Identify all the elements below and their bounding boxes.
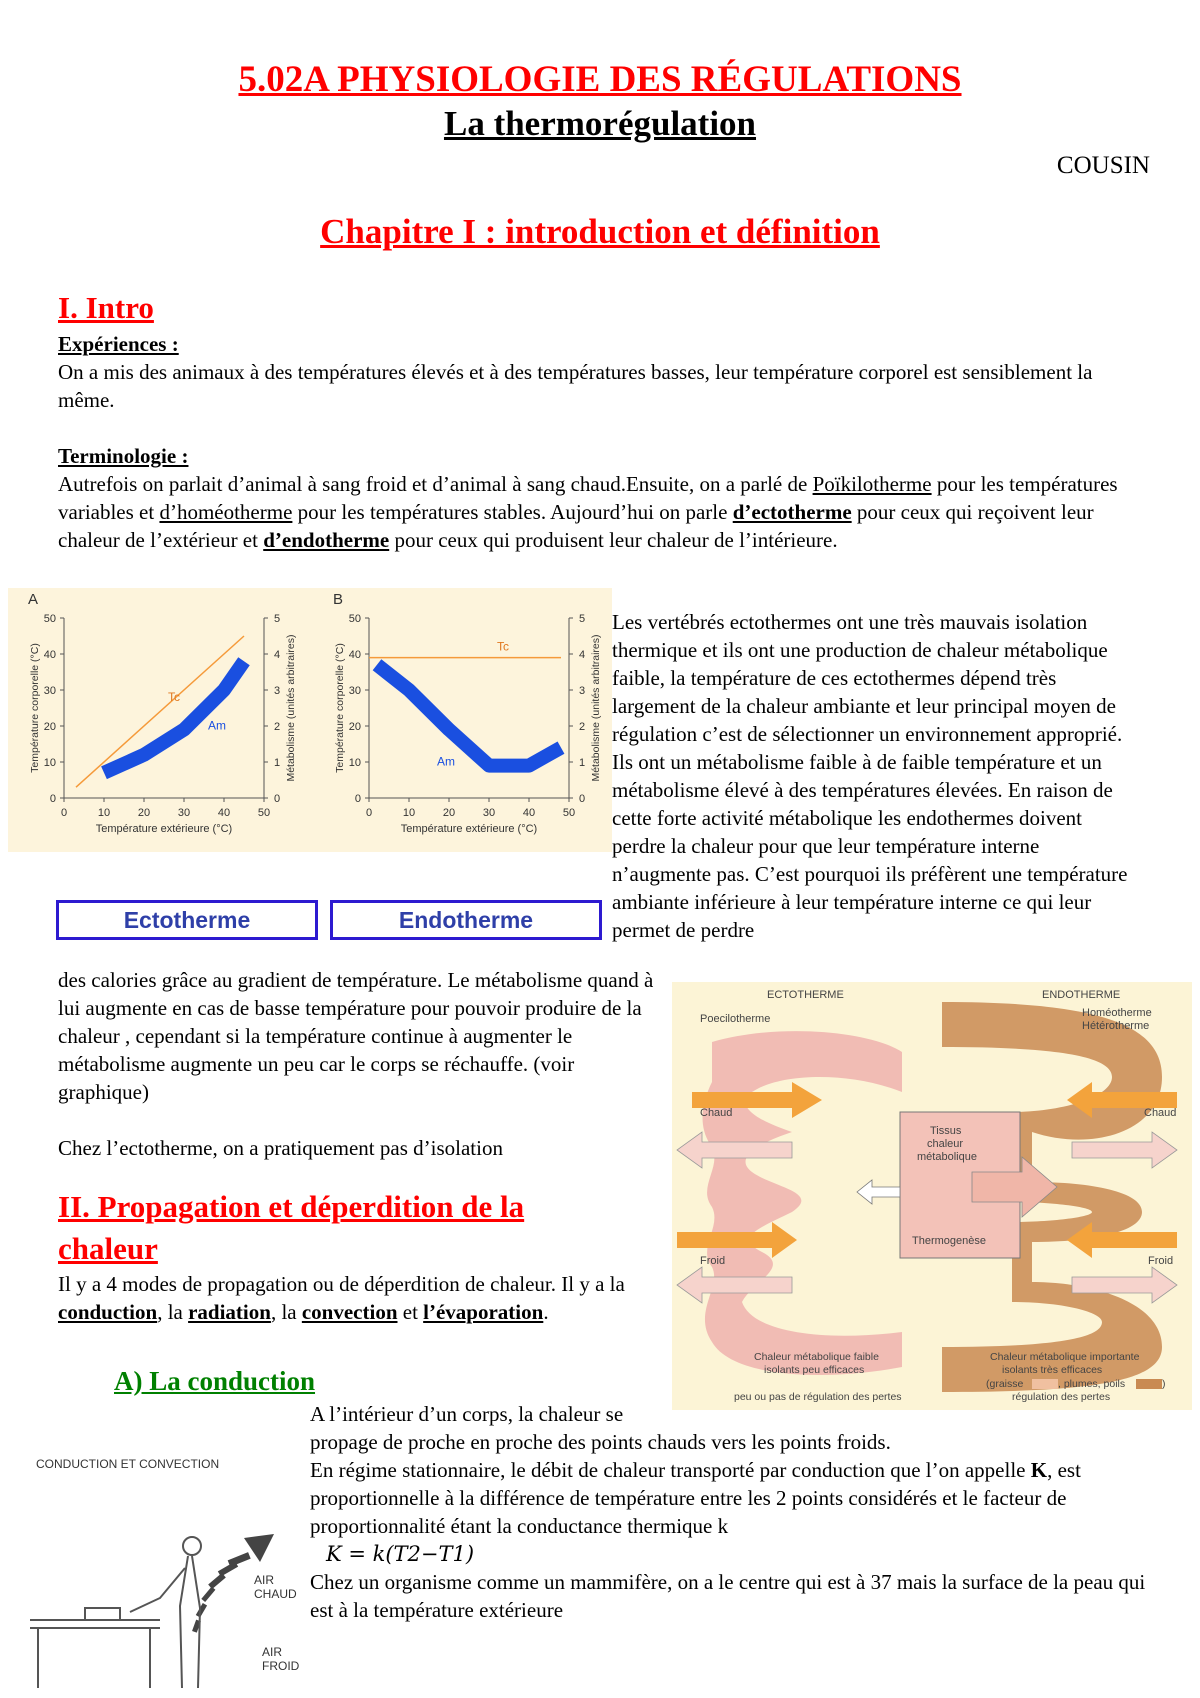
- y-left-tick-label: 30: [43, 685, 56, 697]
- y-left-tick-label: 20: [43, 721, 56, 733]
- y-right-tick-label: 4: [274, 649, 281, 661]
- conduction-svg: [30, 1438, 310, 1688]
- x-axis-label: Température extérieure (°C): [95, 823, 233, 835]
- propagation-heading-line1: II. Propagation et déperdition de la: [58, 1189, 525, 1224]
- bottom-right-4: , plumes, poils: [1058, 1378, 1126, 1390]
- conduction-figure: [30, 1438, 310, 1688]
- y-right-tick-label: 1: [274, 757, 281, 769]
- x-tick-label: 20: [442, 807, 456, 819]
- graphs-svg: [8, 588, 612, 852]
- section-heading-conduction: A) La conduction: [114, 1366, 316, 1396]
- x-tick-label: 50: [562, 807, 576, 819]
- bottom-right-5: ): [1162, 1378, 1166, 1390]
- conduction-para2: En régime stationnaire, le débit de chaleur transporté par conduction que l’on appelle K, est proportionnelle à la différence de température entre les 2 points considérés et le facteur de proportionnalité étant la conductance thermique k: [310, 1458, 1081, 1538]
- small-heat-arrow: [857, 1180, 900, 1204]
- experiences-label: Expériences :: [58, 332, 179, 356]
- experiences-block: [58, 330, 1148, 414]
- y-axis-left-label: Température corporelle (°C): [29, 643, 41, 773]
- section-heading-intro: I. Intro: [58, 290, 154, 325]
- y-right-tick-label: 2: [274, 721, 281, 733]
- thermogenese-label: Thermogenèse: [912, 1235, 986, 1247]
- am-label: Am: [437, 754, 455, 769]
- document-title: 5.02A PHYSIOLOGIE DES RÉGULATIONS: [238, 59, 962, 100]
- terminologie-block: [58, 442, 1148, 554]
- terminologie-text: Autrefois on parlait d’animal à sang froid et d’animal à sang chaud.Ensuite, on a parlé de Poïkilotherme pour les températures variables et d’homéotherme pour les températures stables. Aujourd’hui on parle d’ectotherme pour ceux qui reçoivent leur chaleur de l’extérieur et d’endotherme pour ceux qui produisent leur chaleur de l’intérieure.: [58, 472, 1118, 552]
- x-tick-label: 20: [137, 807, 151, 819]
- panel-letter: A: [28, 591, 39, 608]
- vertebrates-text: Les vertébrés ectothermes ont une très mauvais isolation thermique et ils ont une production de chaleur métabolique faible, la température de ces ectothermes dépend très largement de la chaleur ambiante et leur principal moyen de régulation c’est de sélectionner un environnement approprié. Ils ont un métabolisme faible à de faible température et un métabolisme élevé à des températures élevées. En raison de cette forte activité métabolique les endothermes doivent perdre la chaleur pour que leur température interne n’augmente pas. C’est pourquoi ils préfèrent une température ambiante inférieure à leur température interne ce qui leur permet de perdre: [612, 610, 1128, 942]
- x-tick-label: 30: [482, 807, 496, 819]
- endotherme-label-box: Endotherme: [330, 900, 602, 940]
- air-froid-label-2: FROID: [262, 1659, 300, 1673]
- y-right-tick-label: 5: [274, 613, 281, 625]
- y-left-tick-label: 50: [348, 613, 361, 625]
- experiences-text: On a mis des animaux à des températures élevés et à des températures basses, leur température corporel est sensiblement la même.: [58, 360, 1093, 412]
- person-at-table: [30, 1537, 201, 1688]
- y-left-tick-label: 0: [49, 793, 56, 805]
- y-right-tick-label: 3: [274, 685, 281, 697]
- am-series-band: [104, 661, 244, 773]
- y-axis-right-label: Métabolisme (unités arbitraires): [285, 634, 297, 782]
- y-left-tick-label: 0: [354, 793, 361, 805]
- x-tick-label: 10: [97, 807, 111, 819]
- metabolism-text: des calories grâce au gradient de température. Le métabolisme quand à lui augmente en cas de basse température pour pouvoir produire de la chaleur , cependant si la température continue à augmenter le métabolisme augmente un peu car le corps se réchauffe. (voir graphique): [58, 968, 654, 1104]
- author-name: COUSIN: [1056, 152, 1150, 179]
- ectotherme-label-box: Ectotherme: [56, 900, 318, 940]
- homeo-label: Homéotherme: [1082, 1007, 1152, 1019]
- y-left-tick-label: 20: [348, 721, 361, 733]
- terminologie-label: Terminologie :: [58, 444, 189, 468]
- y-left-tick-label: 10: [348, 757, 361, 769]
- bottom-right-2: isolants très efficaces: [1002, 1364, 1103, 1376]
- y-left-tick-label: 10: [43, 757, 56, 769]
- conduction-line2: propage de proche en proche des points chauds vers les points froids.: [310, 1430, 891, 1454]
- air-chaud-label-2: CHAUD: [254, 1587, 297, 1601]
- x-tick-label: 0: [60, 807, 68, 819]
- tc-label: Tc: [497, 639, 509, 654]
- propagation-heading-line2: chaleur: [58, 1231, 158, 1266]
- y-right-tick-label: 0: [579, 793, 586, 805]
- y-axis-left-label: Température corporelle (°C): [334, 643, 346, 773]
- conduction-line1: A l’intérieur d’un corps, la chaleur se: [310, 1402, 624, 1426]
- bottom-left-1: Chaleur métabolique faible: [754, 1351, 879, 1363]
- am-series-band: [377, 665, 561, 766]
- conduction-formula: K = k(T2−T1): [326, 1542, 475, 1566]
- conduction-figure-title: CONDUCTION ET CONVECTION: [36, 1457, 220, 1471]
- x-tick-label: 40: [522, 807, 536, 819]
- am-label: Am: [208, 718, 226, 733]
- bottom-left-2: isolants peu efficaces: [764, 1364, 865, 1376]
- froid-right-label: Froid: [1148, 1255, 1174, 1267]
- y-right-tick-label: 3: [579, 685, 586, 697]
- tissue-label-1: Tissus: [930, 1125, 962, 1137]
- x-tick-label: 40: [217, 807, 231, 819]
- conduction-text: [310, 1400, 1170, 1624]
- metabolism-graphs: [8, 588, 612, 852]
- propagation-intro: Il y a 4 modes de propagation ou de déperdition de chaleur. Il y a la conduction, la radiation, la convection et l’évaporation.: [58, 1272, 625, 1324]
- ecto-header: ECTOTHERME: [767, 989, 844, 1001]
- air-chaud-label-1: AIR: [254, 1573, 275, 1587]
- y-axis-right-label: Métabolisme (unités arbitraires): [590, 634, 602, 782]
- froid-left-label: Froid: [700, 1255, 726, 1267]
- endo-header: ENDOTHERME: [1042, 989, 1121, 1001]
- section-heading-propagation: [58, 1186, 658, 1270]
- graisse-swatch: [1032, 1379, 1058, 1389]
- document-subtitle: La thermorégulation: [443, 104, 757, 143]
- y-left-tick-label: 30: [348, 685, 361, 697]
- tc-label: Tc: [168, 689, 180, 704]
- poils-swatch: [1136, 1379, 1162, 1389]
- y-right-tick-label: 2: [579, 721, 586, 733]
- tc-series-line: [76, 636, 244, 787]
- panel-letter: B: [333, 591, 344, 608]
- tissue-label-2: chaleur: [927, 1138, 964, 1150]
- bottom-right-1: Chaleur métabolique importante: [990, 1351, 1140, 1363]
- tissue-label-3: métabolique: [917, 1151, 977, 1163]
- x-tick-label: 30: [177, 807, 191, 819]
- ecto-endo-svg: [672, 982, 1192, 1410]
- conduction-para3: Chez un organisme comme un mammifère, on a le centre qui est à 37 mais la surface de la peau qui est à la température extérieure: [310, 1570, 1146, 1622]
- y-left-tick-label: 40: [348, 649, 361, 661]
- y-right-tick-label: 4: [579, 649, 586, 661]
- y-left-tick-label: 50: [43, 613, 56, 625]
- y-right-tick-label: 5: [579, 613, 586, 625]
- bottom-right-6: régulation des pertes: [1012, 1391, 1111, 1403]
- ecto-isolation-note: Chez l’ectotherme, on a pratiquement pas d’isolation: [58, 1136, 503, 1160]
- chaud-left-label: Chaud: [700, 1107, 733, 1119]
- y-right-tick-label: 1: [579, 757, 586, 769]
- hetero-label: Hétérotherme: [1082, 1020, 1150, 1032]
- y-right-tick-label: 0: [274, 793, 281, 805]
- x-tick-label: 50: [257, 807, 271, 819]
- chaud-right-label: Chaud: [1144, 1107, 1177, 1119]
- ecto-endo-diagram: [672, 982, 1192, 1410]
- chapter-title: Chapitre I : introduction et définition: [320, 212, 880, 251]
- x-tick-label: 10: [402, 807, 416, 819]
- bottom-right-3: (graisse: [986, 1378, 1024, 1390]
- poik-label: Poecilotherme: [700, 1013, 771, 1025]
- x-axis-label: Température extérieure (°C): [400, 823, 538, 835]
- air-froid-label-1: AIR: [262, 1645, 283, 1659]
- x-tick-label: 0: [365, 807, 373, 819]
- bottom-left-3: peu ou pas de régulation des pertes: [734, 1391, 902, 1403]
- y-left-tick-label: 40: [43, 649, 56, 661]
